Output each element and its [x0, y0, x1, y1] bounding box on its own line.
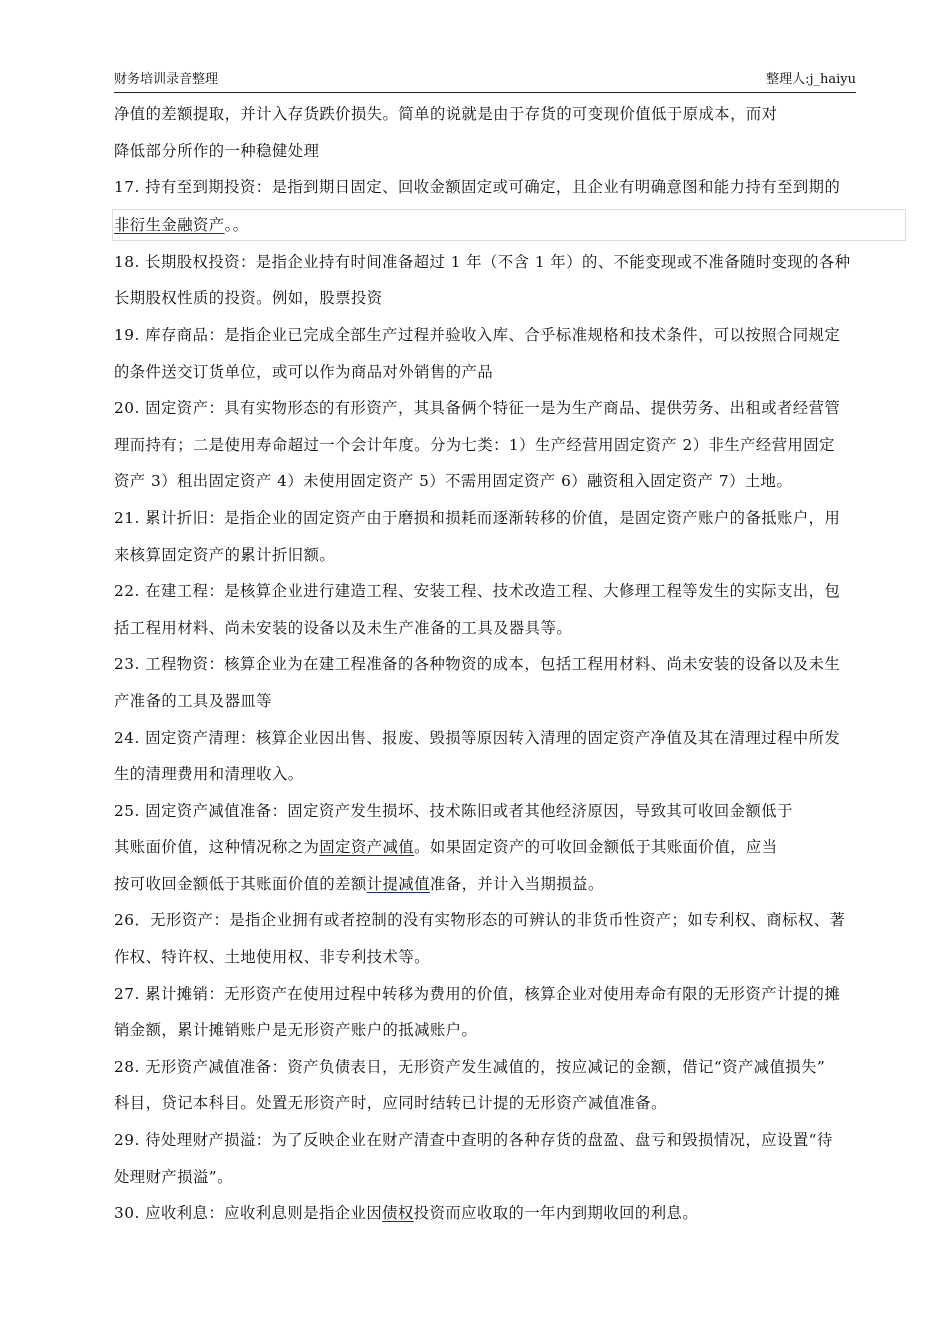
text-line: 来核算固定资产的累计折旧额。 — [114, 545, 336, 564]
header-author: 整理人:j_haiyu — [766, 72, 856, 87]
text-fragment: 准备，并计入当期损益。 — [429, 874, 604, 893]
text-line: 的条件送交订货单位，或可以作为商品对外销售的产品 — [114, 362, 494, 381]
hyperlink[interactable]: 非衍生金融资产 — [114, 215, 225, 234]
text-line: 23. 工程物资：核算企业为在建工程准备的各种物资的成本，包括工程用材料、尚未安装的设备以及未生 — [114, 655, 841, 674]
text-fragment: 。。 — [224, 215, 249, 234]
text-line: 25. 固定资产减值准备：固定资产发生损坏、技术陈旧或者其他经济原因，导致其可收回金额低于 — [114, 801, 793, 820]
paragraph — [114, 390, 884, 500]
page-header — [114, 70, 856, 93]
paragraph — [114, 244, 884, 317]
text-line: 产准备的工具及器皿等 — [114, 691, 272, 710]
text-line: 19. 库存商品：是指企业已完成全部生产过程并验收入库、合乎标准规格和技术条件，可以按照合同规定 — [114, 325, 841, 344]
paragraph — [114, 169, 884, 206]
document-body — [114, 96, 884, 1232]
paragraph — [114, 976, 884, 1049]
text-line — [114, 866, 884, 903]
hyperlink[interactable]: 债权 — [382, 1204, 414, 1223]
paragraph — [114, 500, 884, 573]
text-line: 29. 待处理财产损溢：为了反映企业在财产清查中查明的各种存货的盘盈、盘亏和毁损情况，应设置“待 — [114, 1131, 833, 1150]
paragraph — [114, 573, 884, 646]
paragraph — [114, 720, 884, 793]
paragraph — [114, 1122, 884, 1195]
paragraph — [114, 902, 884, 975]
text-line: 资产 3）租出固定资产 4）未使用固定资产 5）不需用固定资产 6）融资租入固定资产 7）土地。 — [114, 472, 793, 491]
text-line: 销金额，累计摊销账户是无形资产账户的抵减账户。 — [114, 1021, 478, 1040]
text-line: 27. 累计摊销：无形资产在使用过程中转移为费用的价值，核算企业对使用寿命有限的无形资产计提的摊 — [114, 984, 841, 1003]
text-line: 17. 持有至到期投资：是指到期日固定、回收金额固定或可确定，且企业有明确意图和能力持有至到期的 — [114, 178, 841, 197]
text-fragment: 投资而应收取的一年内到期收回的利息。 — [413, 1204, 699, 1223]
text-line: 18. 长期股权投资：是指企业持有时间准备超过 1 年（不含 1 年）的、不能变现或不准备随时变现的各种 — [114, 252, 851, 271]
text-fragment: 。如果固定资产的可收回金额低于其账面价值，应当 — [414, 838, 778, 857]
paragraph — [114, 793, 884, 830]
text-line: 降低部分所作的一种稳健处理 — [114, 141, 320, 160]
text-line: 作权、特许权、土地使用权、非专利技术等。 — [114, 948, 430, 967]
paragraph — [114, 1049, 884, 1122]
text-fragment: 30. 应收利息：应收利息则是指企业因 — [114, 1204, 383, 1223]
text-line — [114, 829, 884, 866]
paragraph — [114, 209, 884, 241]
text-fragment: 按可收回金额低于其账面价值的差额 — [114, 874, 367, 893]
paragraph — [114, 317, 884, 390]
hyperlink[interactable]: 固定资产减值 — [319, 838, 415, 857]
paragraph — [114, 646, 884, 719]
text-line: 28. 无形资产减值准备：资产负债表日，无形资产发生减值的，按应减记的金额，借记“资产减值损失” — [114, 1057, 826, 1076]
text-line: 26．无形资产：是指企业拥有或者控制的没有实物形态的可辨认的非货币性资产；如专利权、商标权、著 — [114, 911, 846, 930]
text-fragment: 其账面价值，这种情况称之为 — [114, 838, 320, 857]
text-line: 长期股权性质的投资。例如，股票投资 — [114, 289, 383, 308]
text-line: 20. 固定资产：具有实物形态的有形资产，其具备俩个特征一是为生产商品、提供劳务、出租或者经营管 — [114, 399, 841, 418]
paragraph — [114, 96, 884, 169]
text-line: 22. 在建工程：是核算企业进行建造工程、安装工程、技术改造工程、大修理工程等发生的实际支出，包 — [114, 582, 841, 601]
paragraph — [114, 1195, 884, 1232]
text-line — [114, 1195, 884, 1232]
text-line: 净值的差额提取，并计入存货跌价损失。简单的说就是由于存货的可变现价值低于原成本，而对 — [114, 105, 778, 123]
text-line: 21. 累计折旧：是指企业的固定资产由于磨损和损耗而逐渐转移的价值，是固定资产账户的备抵账户，用 — [114, 508, 841, 527]
text-line: 24. 固定资产清理：核算企业因出售、报废、毁损等原因转入清理的固定资产净值及其在清理过程中所发 — [114, 728, 841, 747]
text-line: 生的清理费用和清理收入。 — [114, 765, 304, 784]
text-line: 理而持有；二是使用寿命超过一个会计年度。分为七类：1）生产经营用固定资产 2）非生产经营用固定 — [114, 435, 835, 454]
paragraph — [114, 829, 884, 902]
text-line: 括工程用材料、尚未安装的设备以及未生产准备的工具及器具等。 — [114, 618, 573, 637]
highlighted-line — [112, 209, 906, 241]
header-title: 财务培训录音整理 — [114, 72, 219, 87]
text-line: 科目，贷记本科目。处置无形资产时，应同时结转已计提的无形资产减值准备。 — [114, 1094, 667, 1113]
hyperlink[interactable]: 计提减值 — [366, 874, 430, 893]
text-line: 处理财产损溢”。 — [114, 1167, 233, 1186]
